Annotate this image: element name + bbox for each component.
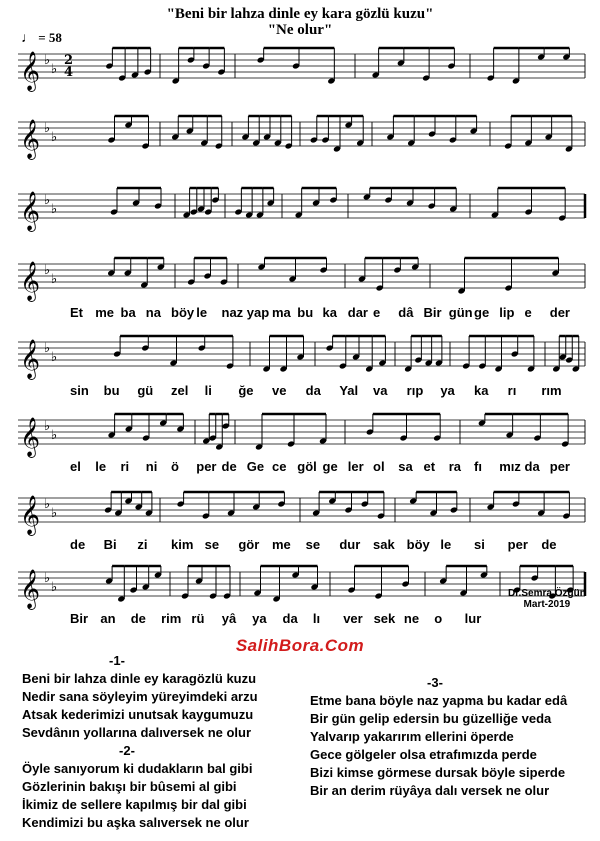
- lyric-syllable: Bir: [423, 305, 442, 320]
- flat-icon: ♭: [51, 580, 58, 595]
- lyrics-line-8: [0, 611, 600, 627]
- verse-line: Etme bana böyle naz yapma bu kadar edâ: [310, 693, 568, 708]
- lyric-syllable: le: [95, 459, 107, 474]
- lyric-syllable: sin: [70, 383, 89, 398]
- lyric-syllable: na: [145, 305, 161, 320]
- tempo-value: = 58: [38, 30, 62, 45]
- lyric-syllable: se: [204, 537, 220, 552]
- verse-line: İkimiz de sellere kapılmış bir dal gibi: [22, 797, 247, 812]
- lyric-syllable: ğe: [238, 383, 254, 398]
- lyric-syllable: Bi: [103, 537, 117, 552]
- lyric-syllable: per: [507, 537, 528, 552]
- lyric-syllable: de: [130, 611, 146, 626]
- staff-2-notation: [0, 110, 600, 170]
- verse-number: -2-: [119, 743, 135, 758]
- lyric-syllable: va: [373, 383, 388, 398]
- lyric-syllable: ya: [252, 611, 267, 626]
- lyric-syllable: ka: [322, 305, 337, 320]
- lyric-syllable: dâ: [398, 305, 414, 320]
- flat-icon: ♭: [51, 350, 58, 365]
- lyric-syllable: ya: [440, 383, 455, 398]
- lyric-syllable: lı: [312, 611, 321, 626]
- lyric-syllable: bu: [297, 305, 314, 320]
- lyric-syllable: sak: [373, 537, 395, 552]
- flat-icon: ♭: [51, 62, 58, 77]
- lyric-syllable: ce: [272, 459, 287, 474]
- lyric-syllable: da: [305, 383, 321, 398]
- verse-line: Sevdânın yollarına dalıversek ne olur: [22, 725, 252, 740]
- lyric-syllable: dar: [347, 305, 368, 320]
- flat-icon: ♭: [51, 202, 58, 217]
- treble-clef-icon: 𝄞: [20, 119, 41, 159]
- lyric-syllable: ve: [272, 383, 287, 398]
- flat-icon: ♭: [44, 53, 51, 68]
- verse-line: Atsak kederimizi unutsak kaygumuzu: [22, 707, 254, 722]
- lyric-syllable: Ge: [246, 459, 265, 474]
- lyrics-line-6: [0, 459, 600, 475]
- staff-4-notation: [0, 252, 600, 312]
- site-watermark: SalihBora.Com: [235, 636, 365, 655]
- verse-line: Bir gün gelip edersin bu güzelliğe veda: [310, 711, 552, 726]
- verse-line: Beni bir lahza dinle ey karagözlü kuzu: [22, 671, 257, 686]
- lyric-syllable: ler: [347, 459, 364, 474]
- lyric-syllable: ra: [448, 459, 462, 474]
- lyric-syllable: si: [474, 537, 485, 552]
- lyrics-line-4: [0, 305, 600, 321]
- staff-lines: [18, 420, 585, 444]
- verse-1: [22, 652, 258, 742]
- flat-icon: ♭: [44, 497, 51, 512]
- lyric-syllable: böy: [406, 537, 430, 552]
- lyrics-line-7: [0, 537, 600, 553]
- lyric-syllable: göl: [297, 459, 317, 474]
- lyric-syllable: Bir: [70, 611, 89, 626]
- lyric-syllable: de: [541, 537, 557, 552]
- lyric-syllable: lur: [464, 611, 482, 626]
- lyric-syllable: o: [434, 611, 443, 626]
- lyric-syllable: se: [305, 537, 321, 552]
- lyric-syllable: ge: [474, 305, 490, 320]
- flat-icon: ♭: [51, 428, 58, 443]
- lyric-syllable: el: [70, 459, 81, 474]
- lyric-syllable: le: [196, 305, 208, 320]
- flat-icon: ♭: [44, 193, 51, 208]
- staff-1-notation: [0, 42, 600, 102]
- flat-icon: ♭: [44, 419, 51, 434]
- verse-number: -3-: [427, 675, 443, 690]
- lyric-syllable: rim: [161, 611, 182, 626]
- lyric-syllable: ne: [403, 611, 420, 626]
- flat-icon: ♭: [44, 341, 51, 356]
- lyric-syllable: ba: [120, 305, 136, 320]
- treble-clef-icon: 𝄞: [20, 261, 41, 301]
- lyric-syllable: Et: [70, 305, 83, 320]
- lyric-syllable: ma: [272, 305, 291, 320]
- treble-clef-icon: 𝄞: [20, 495, 41, 535]
- treble-clef-icon: 𝄞: [20, 339, 41, 379]
- arranger-name: Dr.Semra Özgün: [508, 588, 586, 599]
- lyric-syllable: me: [95, 305, 115, 320]
- lyrics-line-5: [0, 383, 600, 399]
- lyric-syllable: an: [100, 611, 116, 626]
- lyric-syllable: me: [272, 537, 291, 552]
- lyric-syllable: Yal: [339, 383, 359, 398]
- time-signature-top: 2: [64, 53, 74, 68]
- lyric-syllable: de: [221, 459, 237, 474]
- lyric-syllable: naz: [221, 305, 244, 320]
- lyric-syllable: ka: [474, 383, 489, 398]
- lyric-syllable: rü: [191, 611, 205, 626]
- staff-lines: [18, 54, 585, 78]
- flat-icon: ♭: [44, 571, 51, 586]
- lyric-syllable: yâ: [221, 611, 237, 626]
- lyric-syllable: e: [524, 305, 532, 320]
- lyric-syllable: ver: [343, 611, 363, 626]
- arrangement-date: Mart-2019: [523, 599, 571, 610]
- lyric-syllable: et: [423, 459, 436, 474]
- lyric-syllable: yap: [246, 305, 270, 320]
- flat-icon: ♭: [51, 506, 58, 521]
- time-signature-bottom: 4: [64, 65, 74, 80]
- flat-icon: ♭: [51, 130, 58, 145]
- verse-line: Gece gölgeler olsa etrafımızda perde: [310, 747, 537, 762]
- song-subtitle: "Ne olur": [267, 22, 333, 38]
- verse-3: [310, 674, 567, 800]
- lyric-syllable: rım: [541, 383, 562, 398]
- verse-line: Öyle sanıyorum ki dudakların bal gibi: [22, 761, 253, 776]
- staff-lines: [18, 498, 585, 522]
- lyric-syllable: de: [70, 537, 86, 552]
- staff-5-notation: [0, 330, 600, 390]
- treble-clef-icon: 𝄞: [20, 569, 41, 609]
- lyric-syllable: dur: [339, 537, 361, 552]
- staff-lines: [18, 342, 585, 366]
- flat-icon: ♭: [44, 121, 51, 136]
- lyric-syllable: sek: [373, 611, 396, 626]
- lyric-syllable: gü: [137, 383, 154, 398]
- lyric-syllable: ol: [373, 459, 385, 474]
- staff-lines: [18, 122, 585, 146]
- lyric-syllable: fı: [474, 459, 482, 474]
- lyric-syllable: per: [196, 459, 217, 474]
- flat-icon: ♭: [51, 272, 58, 287]
- verse-line: Kendimizi bu aşka salıversek ne olur: [22, 815, 249, 830]
- verse-line: Bizi kimse görmese dursak böyle siperde: [310, 765, 566, 780]
- lyric-syllable: da: [282, 611, 298, 626]
- verse-number: -1-: [109, 653, 125, 668]
- lyric-syllable: sa: [398, 459, 413, 474]
- lyric-syllable: lip: [499, 305, 515, 320]
- lyric-syllable: ni: [145, 459, 158, 474]
- lyric-syllable: böy: [171, 305, 195, 320]
- treble-clef-icon: 𝄞: [20, 417, 41, 457]
- verse-line: Nedir sana söyleyim yüreyimdeki arzu: [22, 689, 258, 704]
- verse-line: Bir an derim rüyâya dalı versek ne olur: [310, 783, 550, 798]
- lyric-syllable: zi: [137, 537, 148, 552]
- treble-clef-icon: 𝄞: [20, 191, 41, 231]
- lyric-syllable: li: [204, 383, 212, 398]
- lyric-syllable: rıp: [406, 383, 424, 398]
- lyric-syllable: kim: [171, 537, 194, 552]
- lyric-syllable: zel: [171, 383, 189, 398]
- song-title: "Beni bir lahza dinle ey kara gözlü kuzu": [166, 6, 434, 22]
- flat-icon: ♭: [44, 263, 51, 278]
- staff-lines: [18, 264, 585, 288]
- verse-line: Yalvarıp yakarırım ellerini öperde: [310, 729, 514, 744]
- lyric-syllable: gün: [448, 305, 473, 320]
- arranger-credit: [508, 588, 586, 610]
- lyric-syllable: der: [549, 305, 570, 320]
- verse-line: Gözlerinin bakışı bir bûsemi al gibi: [22, 779, 237, 794]
- lyric-syllable: ö: [171, 459, 179, 474]
- lyric-syllable: le: [440, 537, 452, 552]
- lyric-syllable: da: [524, 459, 540, 474]
- lyric-syllable: gör: [238, 537, 260, 552]
- lyric-syllable: per: [549, 459, 570, 474]
- quarter-note-icon: ♩: [21, 31, 35, 46]
- lyric-syllable: ri: [120, 459, 130, 474]
- staff-3-notation: [0, 182, 600, 242]
- lyric-syllable: bu: [103, 383, 120, 398]
- treble-clef-icon: 𝄞: [20, 51, 41, 91]
- verse-2: [22, 742, 252, 832]
- lyric-syllable: rı: [507, 383, 517, 398]
- lyric-syllable: ge: [322, 459, 338, 474]
- lyric-syllable: e: [373, 305, 381, 320]
- lyric-syllable: mız: [499, 459, 521, 474]
